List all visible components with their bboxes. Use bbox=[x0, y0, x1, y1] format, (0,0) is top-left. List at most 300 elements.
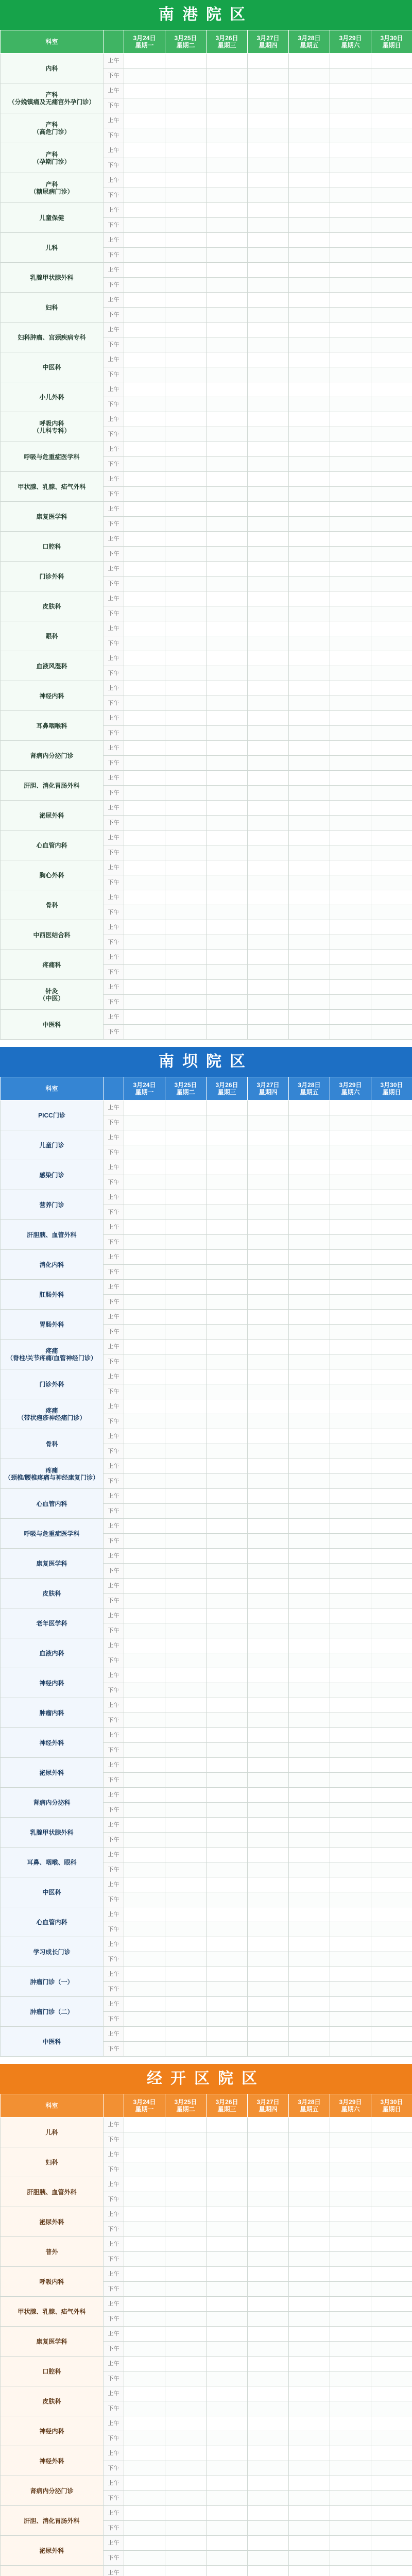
doctor-cell bbox=[371, 2446, 412, 2461]
doctor-cell bbox=[371, 1145, 412, 1160]
time-slot: 下午 bbox=[104, 218, 124, 233]
doctor-cell bbox=[207, 1100, 248, 1115]
doctor-cell bbox=[289, 1608, 330, 1623]
time-slot: 上午 bbox=[104, 1758, 124, 1773]
doctor-cell bbox=[124, 2012, 165, 2027]
doctor-cell bbox=[207, 1399, 248, 1414]
doctor-cell bbox=[207, 1564, 248, 1579]
doctor-cell bbox=[371, 2177, 412, 2192]
doctor-cell bbox=[165, 562, 207, 577]
time-slot: 下午 bbox=[104, 1504, 124, 1519]
time-slot: 下午 bbox=[104, 1862, 124, 1877]
doctor-cell bbox=[289, 2461, 330, 2476]
doctor-cell bbox=[165, 1310, 207, 1325]
time-slot: 上午 bbox=[104, 681, 124, 696]
doctor-cell bbox=[207, 1937, 248, 1952]
column-header: 3月25日 星期二 bbox=[165, 30, 207, 54]
doctor-cell bbox=[165, 1728, 207, 1743]
doctor-cell bbox=[207, 502, 248, 517]
section-gap bbox=[0, 1040, 412, 1047]
doctor-cell bbox=[165, 1459, 207, 1474]
doctor-cell bbox=[371, 1534, 412, 1549]
doctor-cell bbox=[371, 218, 412, 233]
doctor-cell bbox=[207, 711, 248, 726]
doctor-cell bbox=[248, 1534, 289, 1549]
doctor-cell bbox=[248, 502, 289, 517]
doctor-cell bbox=[371, 681, 412, 696]
department-name: 呼吸与危重症医学科 bbox=[1, 442, 104, 472]
doctor-cell bbox=[207, 1175, 248, 1190]
doctor-cell bbox=[207, 1310, 248, 1325]
doctor-cell bbox=[330, 681, 371, 696]
time-slot: 下午 bbox=[104, 2042, 124, 2057]
doctor-cell bbox=[289, 2386, 330, 2401]
doctor-cell bbox=[330, 1130, 371, 1145]
doctor-cell bbox=[165, 1369, 207, 1384]
doctor-cell bbox=[248, 995, 289, 1010]
time-slot: 下午 bbox=[104, 935, 124, 950]
doctor-cell bbox=[330, 696, 371, 711]
doctor-cell bbox=[330, 1713, 371, 1728]
doctor-cell bbox=[248, 2027, 289, 2042]
doctor-cell bbox=[289, 1010, 330, 1025]
doctor-cell bbox=[248, 1683, 289, 1698]
doctor-cell bbox=[165, 2117, 207, 2132]
doctor-cell bbox=[330, 1579, 371, 1594]
doctor-cell bbox=[248, 562, 289, 577]
doctor-cell bbox=[371, 562, 412, 577]
doctor-cell bbox=[330, 816, 371, 831]
doctor-cell bbox=[124, 1295, 165, 1310]
department-name: 儿科 bbox=[1, 2117, 104, 2147]
doctor-cell bbox=[248, 666, 289, 681]
doctor-cell bbox=[207, 412, 248, 427]
doctor-cell bbox=[207, 1325, 248, 1340]
doctor-cell bbox=[124, 1564, 165, 1579]
doctor-cell bbox=[330, 1100, 371, 1115]
doctor-cell bbox=[165, 1743, 207, 1758]
doctor-cell bbox=[289, 2476, 330, 2491]
table-row bbox=[1, 382, 412, 397]
time-slot: 上午 bbox=[104, 2027, 124, 2042]
time-slot: 下午 bbox=[104, 337, 124, 352]
doctor-cell bbox=[207, 1130, 248, 1145]
doctor-cell bbox=[289, 2327, 330, 2342]
doctor-cell bbox=[330, 1160, 371, 1175]
doctor-cell bbox=[371, 726, 412, 741]
doctor-cell bbox=[165, 2416, 207, 2431]
time-slot: 上午 bbox=[104, 323, 124, 337]
doctor-cell bbox=[330, 547, 371, 562]
doctor-cell bbox=[289, 875, 330, 890]
table-row bbox=[1, 2297, 412, 2312]
doctor-cell bbox=[124, 158, 165, 173]
doctor-cell bbox=[165, 1265, 207, 1280]
doctor-cell bbox=[165, 756, 207, 771]
table-row bbox=[1, 173, 412, 188]
doctor-cell bbox=[330, 726, 371, 741]
doctor-cell bbox=[371, 2267, 412, 2282]
doctor-cell bbox=[248, 2132, 289, 2147]
doctor-cell bbox=[330, 2476, 371, 2491]
doctor-cell bbox=[165, 1907, 207, 1922]
department-name: 皮肤科 bbox=[1, 591, 104, 621]
time-slot: 上午 bbox=[104, 591, 124, 606]
time-slot: 下午 bbox=[104, 1773, 124, 1788]
doctor-cell bbox=[330, 1982, 371, 1997]
doctor-cell bbox=[330, 427, 371, 442]
campus-section bbox=[0, 2064, 412, 2576]
time-slot: 上午 bbox=[104, 2506, 124, 2521]
department-name: 耳鼻咽喉科 bbox=[1, 711, 104, 741]
doctor-cell bbox=[289, 1564, 330, 1579]
time-slot: 上午 bbox=[104, 860, 124, 875]
doctor-cell bbox=[289, 1250, 330, 1265]
doctor-cell bbox=[371, 1877, 412, 1892]
doctor-cell bbox=[165, 98, 207, 113]
doctor-cell bbox=[371, 427, 412, 442]
department-name: 中医科 bbox=[1, 352, 104, 382]
doctor-cell bbox=[124, 1280, 165, 1295]
doctor-cell bbox=[124, 2177, 165, 2192]
doctor-cell bbox=[330, 2506, 371, 2521]
doctor-cell bbox=[289, 1997, 330, 2012]
doctor-cell bbox=[371, 1025, 412, 1040]
doctor-cell bbox=[248, 1295, 289, 1310]
doctor-cell bbox=[207, 2207, 248, 2222]
doctor-cell bbox=[330, 1743, 371, 1758]
doctor-cell bbox=[371, 472, 412, 487]
doctor-cell bbox=[207, 1623, 248, 1638]
department-name: 中医科 bbox=[1, 2027, 104, 2057]
doctor-cell bbox=[289, 158, 330, 173]
doctor-cell bbox=[289, 935, 330, 950]
doctor-cell bbox=[371, 1997, 412, 2012]
doctor-cell bbox=[330, 1340, 371, 1354]
column-header: 科室 bbox=[1, 2094, 104, 2117]
doctor-cell bbox=[124, 1623, 165, 1638]
doctor-cell bbox=[207, 1803, 248, 1818]
time-slot: 上午 bbox=[104, 2386, 124, 2401]
doctor-cell bbox=[165, 666, 207, 681]
time-slot: 下午 bbox=[104, 1713, 124, 1728]
doctor-cell bbox=[165, 1564, 207, 1579]
doctor-cell bbox=[165, 173, 207, 188]
doctor-cell bbox=[165, 577, 207, 591]
doctor-cell bbox=[371, 1549, 412, 1564]
doctor-cell bbox=[289, 2282, 330, 2297]
doctor-cell bbox=[248, 1848, 289, 1862]
doctor-cell bbox=[207, 2386, 248, 2401]
doctor-cell bbox=[330, 1205, 371, 1220]
time-slot: 下午 bbox=[104, 1474, 124, 1489]
doctor-cell bbox=[289, 1504, 330, 1519]
doctor-cell bbox=[165, 1862, 207, 1877]
doctor-cell bbox=[207, 2297, 248, 2312]
time-slot: 上午 bbox=[104, 1579, 124, 1594]
doctor-cell bbox=[330, 1175, 371, 1190]
doctor-cell bbox=[289, 2207, 330, 2222]
doctor-cell bbox=[165, 1444, 207, 1459]
doctor-cell bbox=[124, 2132, 165, 2147]
doctor-cell bbox=[330, 2132, 371, 2147]
doctor-cell bbox=[207, 382, 248, 397]
doctor-cell bbox=[124, 188, 165, 203]
table-row bbox=[1, 1190, 412, 1205]
table-row bbox=[1, 2027, 412, 2042]
doctor-cell bbox=[289, 636, 330, 651]
table-row bbox=[1, 860, 412, 875]
doctor-cell bbox=[371, 412, 412, 427]
time-slot: 上午 bbox=[104, 472, 124, 487]
table-row bbox=[1, 2207, 412, 2222]
doctor-cell bbox=[330, 741, 371, 756]
doctor-cell bbox=[289, 1638, 330, 1653]
doctor-cell bbox=[207, 532, 248, 547]
doctor-cell bbox=[330, 442, 371, 457]
doctor-cell bbox=[330, 1025, 371, 1040]
doctor-cell bbox=[248, 337, 289, 352]
doctor-cell bbox=[371, 801, 412, 816]
column-header: 3月27日 星期四 bbox=[248, 30, 289, 54]
doctor-cell bbox=[371, 636, 412, 651]
doctor-cell bbox=[124, 382, 165, 397]
doctor-cell bbox=[330, 1623, 371, 1638]
doctor-cell bbox=[248, 1773, 289, 1788]
doctor-cell bbox=[289, 950, 330, 965]
doctor-cell bbox=[124, 681, 165, 696]
table-row bbox=[1, 143, 412, 158]
doctor-cell bbox=[165, 308, 207, 323]
doctor-cell bbox=[207, 920, 248, 935]
doctor-cell bbox=[330, 2491, 371, 2506]
doctor-cell bbox=[165, 2536, 207, 2551]
doctor-cell bbox=[289, 1728, 330, 1743]
doctor-cell bbox=[207, 666, 248, 681]
column-header: 3月29日 星期六 bbox=[330, 30, 371, 54]
doctor-cell bbox=[289, 2042, 330, 2057]
doctor-cell bbox=[165, 143, 207, 158]
doctor-cell bbox=[248, 1100, 289, 1115]
doctor-cell bbox=[289, 1295, 330, 1310]
doctor-cell bbox=[289, 1190, 330, 1205]
table-row bbox=[1, 472, 412, 487]
doctor-cell bbox=[207, 606, 248, 621]
doctor-cell bbox=[330, 173, 371, 188]
doctor-cell bbox=[124, 651, 165, 666]
doctor-cell bbox=[207, 621, 248, 636]
doctor-cell bbox=[248, 1653, 289, 1668]
doctor-cell bbox=[248, 2162, 289, 2177]
table-row bbox=[1, 1459, 412, 1474]
doctor-cell bbox=[124, 1010, 165, 1025]
doctor-cell bbox=[248, 158, 289, 173]
doctor-cell bbox=[371, 756, 412, 771]
doctor-cell bbox=[207, 248, 248, 263]
doctor-cell bbox=[165, 442, 207, 457]
time-slot: 上午 bbox=[104, 1369, 124, 1384]
column-header: 科室 bbox=[1, 30, 104, 54]
time-slot: 下午 bbox=[104, 2431, 124, 2446]
doctor-cell bbox=[371, 1683, 412, 1698]
doctor-cell bbox=[289, 367, 330, 382]
time-slot: 上午 bbox=[104, 1698, 124, 1713]
doctor-cell bbox=[207, 218, 248, 233]
doctor-cell bbox=[207, 517, 248, 532]
doctor-cell bbox=[289, 2401, 330, 2416]
doctor-cell bbox=[289, 1444, 330, 1459]
doctor-cell bbox=[165, 1788, 207, 1803]
department-name: 产科 （糖尿病门诊） bbox=[1, 173, 104, 203]
doctor-cell bbox=[371, 1220, 412, 1235]
table-row bbox=[1, 233, 412, 248]
doctor-cell bbox=[330, 1474, 371, 1489]
doctor-cell bbox=[371, 2027, 412, 2042]
doctor-cell bbox=[124, 816, 165, 831]
doctor-cell bbox=[371, 1594, 412, 1608]
doctor-cell bbox=[207, 1907, 248, 1922]
doctor-cell bbox=[207, 233, 248, 248]
department-name: 神经外科 bbox=[1, 2446, 104, 2476]
doctor-cell bbox=[289, 1399, 330, 1414]
time-slot: 上午 bbox=[104, 2416, 124, 2431]
doctor-cell bbox=[124, 1907, 165, 1922]
department-name: 针灸 （中医） bbox=[1, 980, 104, 1010]
doctor-cell bbox=[165, 263, 207, 278]
doctor-cell bbox=[330, 1638, 371, 1653]
doctor-cell bbox=[330, 1115, 371, 1130]
table-row bbox=[1, 1519, 412, 1534]
doctor-cell bbox=[165, 591, 207, 606]
time-slot: 下午 bbox=[104, 1384, 124, 1399]
doctor-cell bbox=[371, 711, 412, 726]
doctor-cell bbox=[207, 1952, 248, 1967]
time-slot: 下午 bbox=[104, 158, 124, 173]
doctor-cell bbox=[165, 1414, 207, 1429]
section-gap bbox=[0, 2057, 412, 2064]
doctor-cell bbox=[124, 1429, 165, 1444]
doctor-cell bbox=[371, 1295, 412, 1310]
doctor-cell bbox=[248, 1519, 289, 1534]
doctor-cell bbox=[371, 1653, 412, 1668]
time-slot: 下午 bbox=[104, 2192, 124, 2207]
doctor-cell bbox=[371, 2342, 412, 2357]
doctor-cell bbox=[248, 1937, 289, 1952]
department-name: 康复医学科 bbox=[1, 1549, 104, 1579]
doctor-cell bbox=[289, 1848, 330, 1862]
table-row bbox=[1, 412, 412, 427]
doctor-cell bbox=[371, 1833, 412, 1848]
doctor-cell bbox=[124, 1728, 165, 1743]
doctor-cell bbox=[248, 756, 289, 771]
doctor-cell bbox=[207, 1534, 248, 1549]
doctor-cell bbox=[289, 293, 330, 308]
doctor-cell bbox=[289, 1982, 330, 1997]
doctor-cell bbox=[207, 1115, 248, 1130]
doctor-cell bbox=[124, 1713, 165, 1728]
doctor-cell bbox=[371, 845, 412, 860]
column-header: 3月26日 星期三 bbox=[207, 30, 248, 54]
time-slot: 上午 bbox=[104, 1788, 124, 1803]
doctor-cell bbox=[371, 1160, 412, 1175]
doctor-cell bbox=[330, 890, 371, 905]
doctor-cell bbox=[248, 308, 289, 323]
doctor-cell bbox=[248, 726, 289, 741]
table-row bbox=[1, 801, 412, 816]
doctor-cell bbox=[289, 2192, 330, 2207]
doctor-cell bbox=[371, 69, 412, 83]
time-slot: 上午 bbox=[104, 1818, 124, 1833]
time-slot: 下午 bbox=[104, 1414, 124, 1429]
doctor-cell bbox=[371, 2461, 412, 2476]
doctor-cell bbox=[289, 203, 330, 218]
doctor-cell bbox=[248, 1474, 289, 1489]
doctor-cell bbox=[330, 69, 371, 83]
doctor-cell bbox=[248, 1340, 289, 1354]
doctor-cell bbox=[124, 1937, 165, 1952]
doctor-cell bbox=[289, 1310, 330, 1325]
doctor-cell bbox=[289, 1235, 330, 1250]
doctor-cell bbox=[207, 1235, 248, 1250]
column-header bbox=[104, 2094, 124, 2117]
table-row bbox=[1, 681, 412, 696]
doctor-cell bbox=[124, 2476, 165, 2491]
doctor-cell bbox=[165, 905, 207, 920]
table-row bbox=[1, 1818, 412, 1833]
department-name: 皮肤科 bbox=[1, 2386, 104, 2416]
doctor-cell bbox=[371, 2192, 412, 2207]
doctor-cell bbox=[165, 1833, 207, 1848]
doctor-cell bbox=[371, 502, 412, 517]
time-slot: 上午 bbox=[104, 2207, 124, 2222]
department-name: 消化内科 bbox=[1, 1250, 104, 1280]
doctor-cell bbox=[207, 1758, 248, 1773]
doctor-cell bbox=[330, 188, 371, 203]
doctor-cell bbox=[124, 1474, 165, 1489]
doctor-cell bbox=[124, 1459, 165, 1474]
doctor-cell bbox=[371, 367, 412, 382]
time-slot: 下午 bbox=[104, 2401, 124, 2416]
doctor-cell bbox=[330, 2401, 371, 2416]
doctor-cell bbox=[248, 1489, 289, 1504]
time-slot: 上午 bbox=[104, 1668, 124, 1683]
doctor-cell bbox=[207, 1220, 248, 1235]
doctor-cell bbox=[289, 278, 330, 293]
doctor-cell bbox=[248, 577, 289, 591]
doctor-cell bbox=[207, 2027, 248, 2042]
doctor-cell bbox=[165, 1623, 207, 1638]
doctor-cell bbox=[371, 2386, 412, 2401]
doctor-cell bbox=[330, 98, 371, 113]
doctor-cell bbox=[330, 412, 371, 427]
doctor-cell bbox=[207, 1504, 248, 1519]
doctor-cell bbox=[289, 323, 330, 337]
table-row bbox=[1, 771, 412, 786]
time-slot: 上午 bbox=[104, 233, 124, 248]
doctor-cell bbox=[248, 890, 289, 905]
doctor-cell bbox=[124, 2416, 165, 2431]
doctor-cell bbox=[330, 1952, 371, 1967]
doctor-cell bbox=[330, 1325, 371, 1340]
doctor-cell bbox=[207, 367, 248, 382]
doctor-cell bbox=[207, 2042, 248, 2057]
department-name: 耳鼻、咽喉、眼科 bbox=[1, 1848, 104, 1877]
doctor-cell bbox=[207, 2237, 248, 2252]
doctor-cell bbox=[289, 337, 330, 352]
doctor-cell bbox=[248, 2551, 289, 2566]
doctor-cell bbox=[124, 1145, 165, 1160]
doctor-cell bbox=[289, 1698, 330, 1713]
